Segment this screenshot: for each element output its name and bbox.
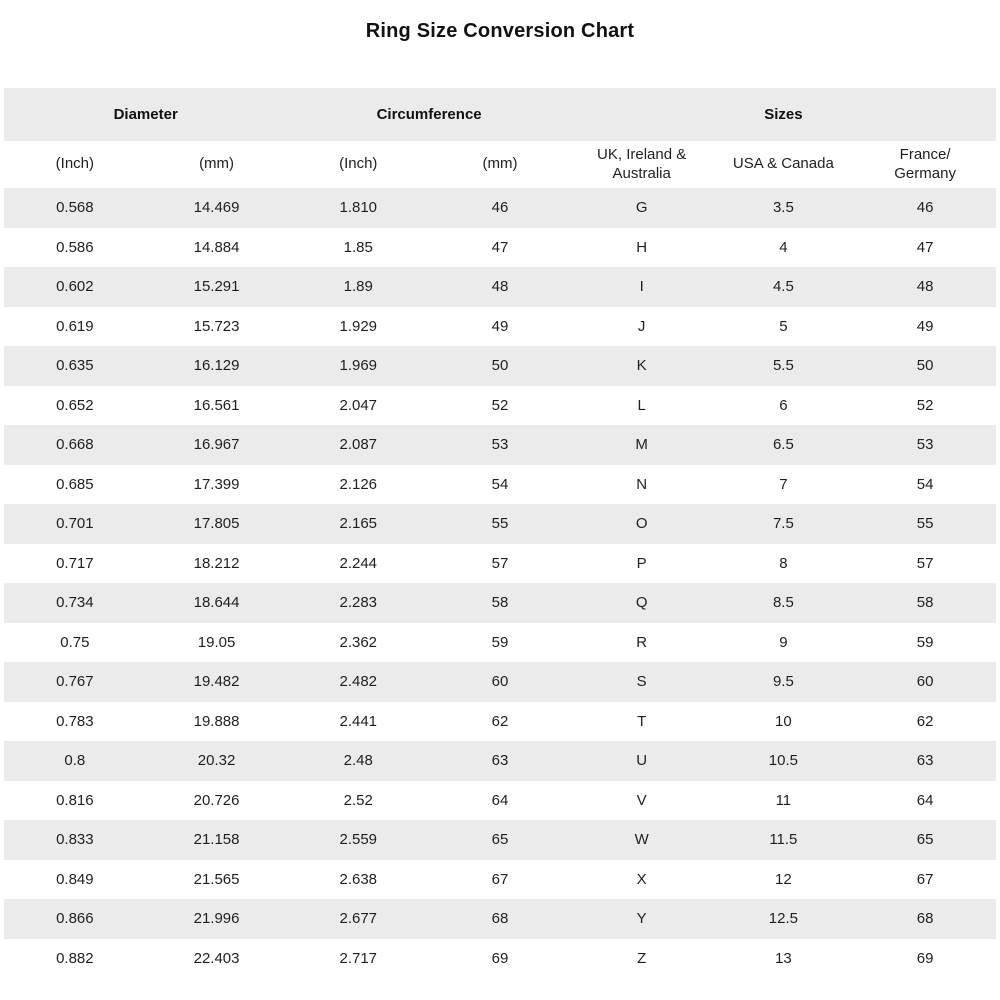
table-cell: 5.5 — [772, 357, 794, 375]
table-cell: 11.5 — [769, 831, 798, 849]
table-cell: 20.726 — [193, 791, 240, 809]
table-cell: 5 — [779, 317, 788, 335]
table-cell: P — [636, 554, 647, 572]
table-cell: 0.882 — [56, 949, 94, 967]
table-cell: 0.833 — [56, 831, 94, 849]
table-cell: 0.767 — [56, 673, 94, 691]
ring-size-conversion-table — [4, 88, 996, 978]
table-cell: 50 — [916, 357, 934, 375]
table-cell: Z — [637, 949, 647, 967]
table-cell: 18.644 — [193, 594, 240, 612]
column-header-3-mm: (mm) — [429, 141, 571, 188]
table-cell: 0.717 — [56, 554, 94, 572]
table-cell: S — [636, 673, 647, 691]
table-cell: 8 — [779, 554, 788, 572]
table-cell: Y — [636, 910, 647, 928]
table-cell: 48 — [491, 278, 509, 296]
table-cell: 16.967 — [193, 436, 240, 454]
table-cell: 19.482 — [193, 673, 240, 691]
table-cell: 0.685 — [56, 475, 94, 493]
table-row — [4, 939, 996, 979]
table-cell: 60 — [491, 673, 509, 691]
table-cell: U — [636, 752, 648, 770]
table-cell: O — [635, 515, 648, 533]
table-cell: 62 — [916, 712, 934, 730]
table-cell: 69 — [916, 949, 934, 967]
table-cell: 67 — [916, 870, 934, 888]
table-cell: T — [637, 712, 647, 730]
table-cell: 15.723 — [193, 317, 240, 335]
table-cell: 6.5 — [772, 436, 794, 454]
table-row — [4, 662, 996, 702]
table-cell: 6 — [779, 396, 788, 414]
table-cell: 57 — [491, 554, 509, 572]
group-header-sizes: Sizes — [571, 88, 996, 141]
table-cell: 20.32 — [197, 752, 236, 770]
table-cell: 12.5 — [768, 910, 798, 928]
table-cell: 1.969 — [339, 357, 378, 375]
table-cell: 2.482 — [339, 673, 378, 691]
table-cell: M — [635, 436, 648, 454]
table-cell: 0.619 — [56, 317, 94, 335]
table-cell: 18.212 — [193, 554, 240, 572]
table-cell: 49 — [916, 317, 934, 335]
table-row — [4, 267, 996, 307]
group-header-diameter: Diameter — [4, 88, 287, 141]
table-cell: 46 — [491, 199, 509, 217]
table-row — [4, 504, 996, 544]
table-cell: 0.8 — [64, 752, 86, 770]
table-row — [4, 544, 996, 584]
table-cell: J — [637, 317, 646, 335]
table-row — [4, 583, 996, 623]
table-cell: 57 — [916, 554, 934, 572]
table-cell: Q — [635, 594, 648, 612]
table-cell: X — [636, 870, 647, 888]
table-cell: 17.805 — [193, 515, 240, 533]
column-header-2-inch: (Inch) — [287, 141, 429, 188]
table-cell: 14.884 — [193, 238, 240, 256]
table-cell: 54 — [491, 475, 509, 493]
table-cell: 10 — [775, 712, 792, 730]
table-cell: 53 — [916, 436, 934, 454]
table-cell: 65 — [491, 831, 509, 849]
table-cell: 0.586 — [56, 238, 94, 256]
table-cell: 58 — [916, 594, 934, 612]
table-cell: 2.362 — [339, 633, 378, 651]
table-cell: 2.717 — [339, 949, 378, 967]
column-header-row — [4, 141, 996, 188]
table-row — [4, 702, 996, 742]
table-cell: 0.701 — [56, 515, 94, 533]
table-cell: 19.888 — [193, 712, 240, 730]
table-cell: 2.559 — [339, 831, 378, 849]
table-cell: 2.244 — [339, 554, 378, 572]
table-cell: 17.399 — [193, 475, 240, 493]
table-row — [4, 346, 996, 386]
table-row — [4, 741, 996, 781]
table-cell: 47 — [491, 238, 509, 256]
table-cell: 0.734 — [56, 594, 94, 612]
table-cell: 14.469 — [193, 199, 240, 217]
table-cell: 21.996 — [193, 910, 240, 928]
table-cell: 0.849 — [56, 870, 94, 888]
table-cell: 11 — [775, 791, 792, 809]
table-cell: H — [636, 238, 648, 256]
table-cell: 0.816 — [56, 791, 94, 809]
table-cell: 15.291 — [193, 278, 240, 296]
table-cell: 1.810 — [339, 199, 378, 217]
table-cell: 1.929 — [339, 317, 378, 335]
table-cell: 16.561 — [193, 396, 240, 414]
table-cell: 0.652 — [56, 396, 94, 414]
table-row — [4, 228, 996, 268]
table-cell: 19.05 — [197, 633, 236, 651]
table-cell: 63 — [491, 752, 509, 770]
table-cell: 21.158 — [193, 831, 240, 849]
table-cell: 13 — [775, 949, 792, 967]
table-cell: 3.5 — [772, 199, 794, 217]
table-cell: 2.52 — [343, 791, 373, 809]
table-cell: 4 — [779, 238, 788, 256]
group-header-row — [4, 88, 996, 141]
table-cell: 69 — [491, 949, 509, 967]
table-cell: I — [639, 278, 644, 296]
table-cell: 2.638 — [339, 870, 378, 888]
table-cell: 7.5 — [772, 515, 794, 533]
table-cell: 46 — [916, 199, 934, 217]
table-cell: 10.5 — [768, 752, 798, 770]
table-row — [4, 307, 996, 347]
table-cell: 2.48 — [343, 752, 373, 770]
table-cell: 2.165 — [339, 515, 378, 533]
table-cell: 63 — [916, 752, 934, 770]
table-header — [4, 88, 996, 188]
table-row — [4, 781, 996, 821]
table-row — [4, 860, 996, 900]
table-cell: 60 — [916, 673, 934, 691]
table-cell: 48 — [916, 278, 934, 296]
table-cell: 59 — [916, 633, 934, 651]
table-cell: 49 — [491, 317, 509, 335]
table-cell: 68 — [491, 910, 509, 928]
table-row — [4, 623, 996, 663]
table-cell: 64 — [916, 791, 934, 809]
table-row — [4, 899, 996, 939]
table-cell: V — [636, 791, 647, 809]
table-cell: 1.85 — [343, 238, 373, 256]
table-cell: 12 — [775, 870, 792, 888]
table-cell: 16.129 — [193, 357, 240, 375]
table-cell: L — [637, 396, 646, 414]
table-cell: W — [634, 831, 649, 849]
page-title: Ring Size Conversion Chart — [365, 20, 635, 42]
table-cell: 50 — [491, 357, 509, 375]
table-row — [4, 465, 996, 505]
table-cell: 0.783 — [56, 712, 94, 730]
table-cell: 0.602 — [56, 278, 94, 296]
table-cell: 67 — [491, 870, 509, 888]
column-header-0-inch: (Inch) — [4, 141, 146, 188]
table-cell: 65 — [916, 831, 934, 849]
table-cell: 54 — [916, 475, 934, 493]
table-cell: 0.635 — [56, 357, 94, 375]
group-header-circumference: Circumference — [287, 88, 570, 141]
table-cell: 55 — [491, 515, 509, 533]
table-cell: 52 — [491, 396, 509, 414]
table-row — [4, 820, 996, 860]
table-cell: 1.89 — [343, 278, 373, 296]
table-cell: 53 — [491, 436, 509, 454]
table-cell: 0.568 — [56, 199, 94, 217]
table-cell: 8.5 — [772, 594, 794, 612]
table-cell: 59 — [491, 633, 509, 651]
table-cell: 2.047 — [339, 396, 378, 414]
column-header-1-mm: (mm) — [146, 141, 288, 188]
table-cell: 55 — [916, 515, 934, 533]
table-body — [4, 188, 996, 978]
table-cell: 4.5 — [772, 278, 794, 296]
table-cell: 68 — [916, 910, 934, 928]
table-cell: 9.5 — [772, 673, 794, 691]
table-cell: 64 — [491, 791, 509, 809]
table-cell: 7 — [779, 475, 788, 493]
table-cell: 0.75 — [60, 633, 90, 651]
table-cell: 2.087 — [339, 436, 378, 454]
table-cell: 9 — [779, 633, 788, 651]
column-header-4-uk-ireland-australia: UK, Ireland & Australia — [571, 141, 713, 188]
table-row — [4, 188, 996, 228]
column-header-5-usa-canada: USA & Canada — [713, 141, 855, 188]
column-header-6-france-germany: France/ Germany — [854, 141, 996, 188]
table-cell: 47 — [916, 238, 934, 256]
table-cell: G — [635, 199, 648, 217]
table-cell: 2.441 — [339, 712, 378, 730]
table-cell: 2.126 — [339, 475, 378, 493]
table-row — [4, 425, 996, 465]
table-cell: 58 — [491, 594, 509, 612]
table-cell: K — [636, 357, 647, 375]
table-cell: N — [636, 475, 648, 493]
table-cell: 22.403 — [193, 949, 240, 967]
table-cell: 2.677 — [339, 910, 378, 928]
table-cell: 52 — [916, 396, 934, 414]
table-cell: R — [636, 633, 648, 651]
table-row — [4, 386, 996, 426]
table-cell: 0.668 — [56, 436, 94, 454]
table-cell: 0.866 — [56, 910, 94, 928]
table-cell: 21.565 — [193, 870, 240, 888]
table-cell: 62 — [491, 712, 509, 730]
table-cell: 2.283 — [339, 594, 378, 612]
